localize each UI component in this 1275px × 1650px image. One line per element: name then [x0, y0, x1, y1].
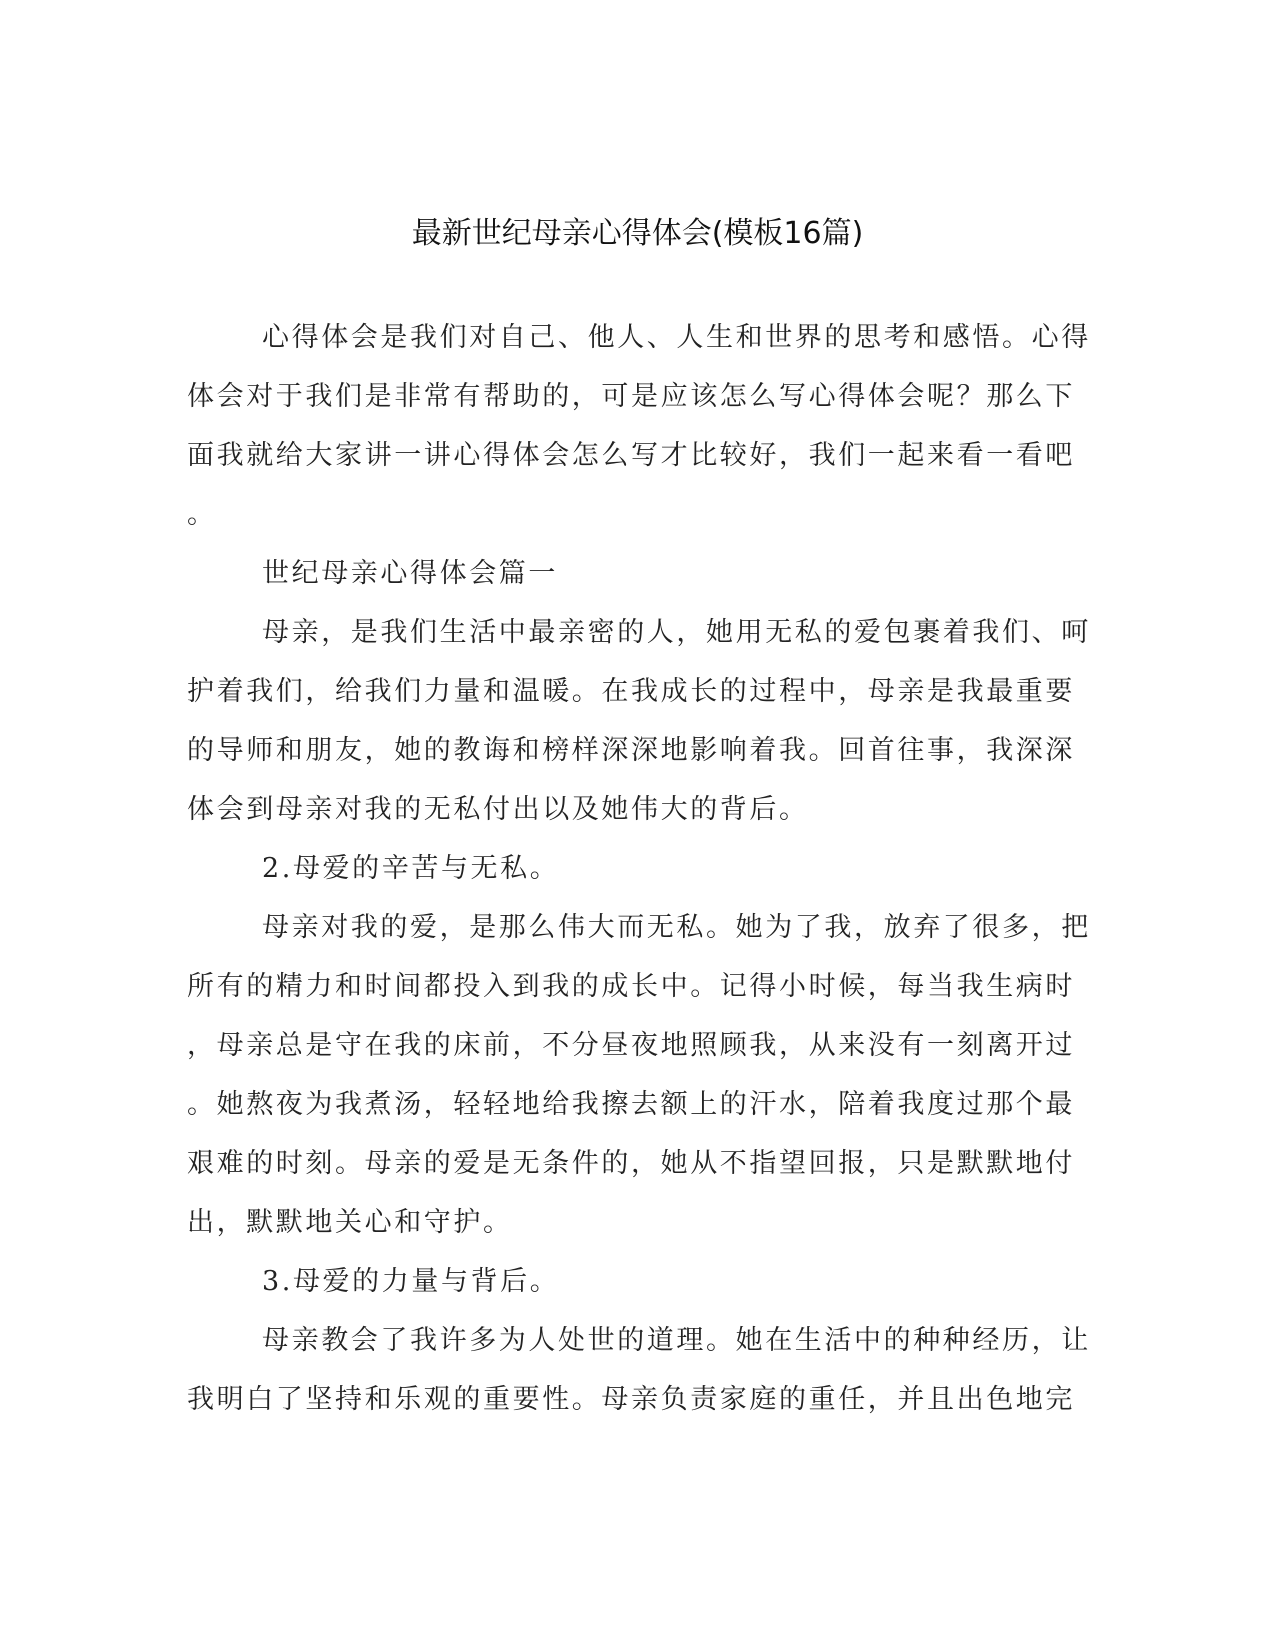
subheading: 3.母爱的力量与背后。 — [262, 1266, 560, 1297]
paragraph-line: 艰难的时刻。母亲的爱是无条件的，她从不指望回报，只是默默地付 — [187, 1148, 1075, 1179]
paragraph-line: ，母亲总是守在我的床前，不分昼夜地照顾我，从来没有一刻离开过 — [187, 1030, 1075, 1061]
paragraph-line: 面我就给大家讲一讲心得体会怎么写才比较好，我们一起来看一看吧 — [187, 440, 1075, 471]
paragraph-line: 的导师和朋友，她的教诲和榜样深深地影响着我。回首往事，我深深 — [187, 735, 1075, 766]
paragraph-line: 母亲教会了我许多为人处世的道理。她在生活中的种种经历，让 — [262, 1325, 1091, 1356]
paragraph-line: 心得体会是我们对自己、他人、人生和世界的思考和感悟。心得 — [262, 322, 1091, 353]
paragraph-line: 母亲，是我们生活中最亲密的人，她用无私的爱包裹着我们、呵 — [262, 617, 1091, 648]
paragraph-line: 我明白了坚持和乐观的重要性。母亲负责家庭的重任，并且出色地完 — [187, 1384, 1075, 1415]
document-title: 最新世纪母亲心得体会(模板16篇) — [411, 216, 864, 251]
paragraph-line: 母亲对我的爱，是那么伟大而无私。她为了我，放弃了很多，把 — [262, 912, 1091, 943]
section-heading: 世纪母亲心得体会篇一 — [262, 558, 558, 589]
subheading: 2.母爱的辛苦与无私。 — [262, 853, 560, 884]
paragraph-line: 。她熬夜为我煮汤，轻轻地给我擦去额上的汗水，陪着我度过那个最 — [187, 1089, 1075, 1120]
paragraph-line: 体会到母亲对我的无私付出以及她伟大的背后。 — [187, 794, 809, 825]
paragraph-line: 护着我们，给我们力量和温暖。在我成长的过程中，母亲是我最重要 — [187, 676, 1075, 707]
paragraph-line: 体会对于我们是非常有帮助的，可是应该怎么写心得体会呢？那么下 — [187, 381, 1075, 412]
paragraph-line: 。 — [187, 499, 217, 530]
paragraph-line: 出，默默地关心和守护。 — [187, 1207, 513, 1238]
paragraph-line: 所有的精力和时间都投入到我的成长中。记得小时候，每当我生病时 — [187, 971, 1075, 1002]
